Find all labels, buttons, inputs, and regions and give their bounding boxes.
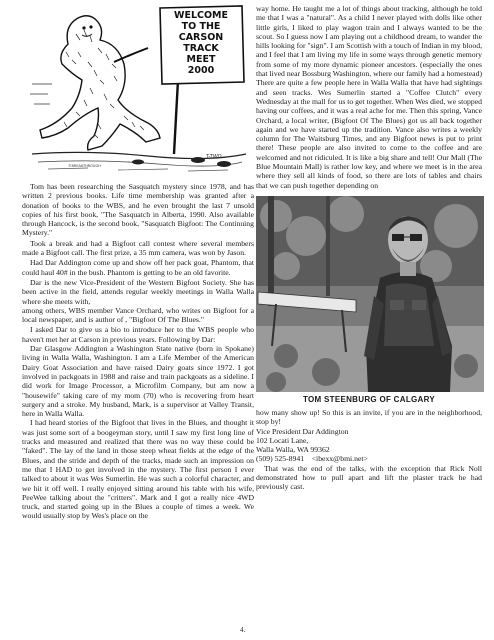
photo-image	[256, 196, 484, 392]
sign-line: WELCOME	[173, 10, 228, 21]
article-paragraph: Dar is the new Vice-President of the Western Bigfoot Society. She has been active in the field, attends regular weekly meetings in Walla Walla where she meets with,	[22, 277, 254, 306]
article-paragraph: I had heard stories of the Bigfoot that lives in the Blues, and thought it was just some sort of a boogeyman story, until I saw my first long line of tracks and measured and realized that there was no way these could be "faked". The lay of the land in those steep wheat fields at the edge of the Blues, and the stride and depth of the tracks, made such an impression on me that I HAD to get involved in the mystery. The first person I ever talked to about it was Wes Sumerlin. He was such a colorful character, and we hit it off well. I really enjoyed sitting around his table with his wife, PeeWee talking about the "critters". Mark and I got a really nice 4WD truck, and started going up in the Blues a couple of times a week. We would usually stop by Wes's place on the	[22, 418, 254, 521]
article-paragraph: Dar Glasgow Addington a Washington State native (born in Spokane) living in Walla Walla, Washington. I am a Life Member of the American Dairy Goat Association and have raised Dairy goats since 1972. I got involved in packgoats in 1988 and raise and train packgoats as a sideline. I did work for Image Processor, a Microfilm Company, but am now a "housewife" taking care of my mom (70) who is recovering from heart surgery and a stroke. My husband, Mark, is a supervisor at Valley Transit, here in Walla Walla.	[22, 344, 254, 419]
page-number: 4.	[240, 626, 246, 634]
article-paragraph: how many show up! So this is an invite, if you are in the neighborhood, stop by!	[256, 407, 482, 427]
left-column	[22, 4, 254, 521]
photo-caption: TOM STEENBURG OF CALGARY	[302, 394, 436, 404]
sign-line: 2000	[187, 65, 215, 76]
cartoon-signature: T-TWD	[206, 154, 222, 160]
article-paragraph: Had Dar Addington come up and show off her pack goat, Phantom, that could haul 40# in the bush. Phantom is getting to be an old favorite.	[22, 258, 254, 277]
address-line: (509) 525-8941 <ibexx@bmi.net>	[256, 454, 368, 464]
article-paragraph: I asked Dar to give us a bio to introduce her to the WBS people who haven't met her at Carson in previous years. Following by Dar:	[22, 325, 254, 344]
cartoon-copyright: ©BREAKTHROUGH	[68, 164, 101, 168]
article-paragraph: That was the end of the talks, with the exception that Rick Noll demonstrated how to pull apart and lift the plaster track he had previously cast.	[256, 463, 482, 492]
right-column	[256, 4, 482, 492]
welcome-sign	[162, 10, 240, 76]
sign-line: MEET	[186, 54, 216, 65]
left-article-text	[22, 182, 254, 521]
article-paragraph: way home. He taught me a lot of things about tracking, although he told me that I was a "natural". As a child I never played with dolls like other little girls, I liked to play wagon train and I always wanted to be the scout. So I guess now I am playing out a childhood dream, to wander the hills looking for "sign". I am Scottish with a touch of Indian in my blood, and I feel that I am living my life in some ways through genetic memory from some of my more dynamic pioneer ancestors. (especially the ones that lived near Bossburg Washington, where our family had a homestead) There are quite a few people here in Walla Walla that have had sightings and seen tracks. Wes Sumerlin started a "Coffee Clutch" every Wednesday at the mall for us to get together. When Wes died, we stopped having our coffees, and it was a real ache for me. Then this spring, Vance Orchard, a local writer, (Bigfoot Of The Blues) got us all back together again and we have started up the tradition. Vance also writes a weekly column for The Waitsburg Times, and any Bigfoot news is put to print there! These people are also invited to come to the coffee and are welcomed and not ridiculed. It is like a big share and tell! Our Mall (The Blue Mountain Mall) is rather low key, and where we meet is in the area where they sell all kinds of food, so there are lots of tables and chairs that we can push together depending on	[256, 4, 482, 190]
article-paragraph: Took a break and had a Bigfoot call contest where several members made a Bigfoot call. The first prize, a 35 mm camera, was won by Jason.	[22, 238, 254, 258]
photo-tom-steenburg	[256, 196, 484, 392]
sign-line: TRACK	[183, 43, 219, 54]
address-line: Walla Walla, WA 99362	[256, 445, 330, 455]
contact-address	[256, 427, 482, 464]
address-line: Vice President Dar Addington	[256, 426, 349, 436]
bigfoot-cartoon	[28, 4, 250, 180]
address-line: 102 Locati Lane,	[256, 435, 309, 445]
sign-line: TO THE	[181, 21, 221, 32]
article-paragraph: among others, WBS member Vance Orchard, who writes on Bigfoot for a local newspaper, and is author of , "Bigfoot Of The Blues."	[22, 305, 254, 325]
article-paragraph: Tom has been researching the Sasquatch mystery since 1978, and has written 2 previous books. Life time membership was granted after a donation of books to the WBS, and he even brought the last 7 unsold copies of his first book, "The Sasquatch in Alberta, 1990. Also available through Hancock, is the second book, "Sasquatch Bigfoot: The Continuing Mystery."	[22, 182, 254, 238]
sign-line: CARSON	[178, 32, 224, 43]
